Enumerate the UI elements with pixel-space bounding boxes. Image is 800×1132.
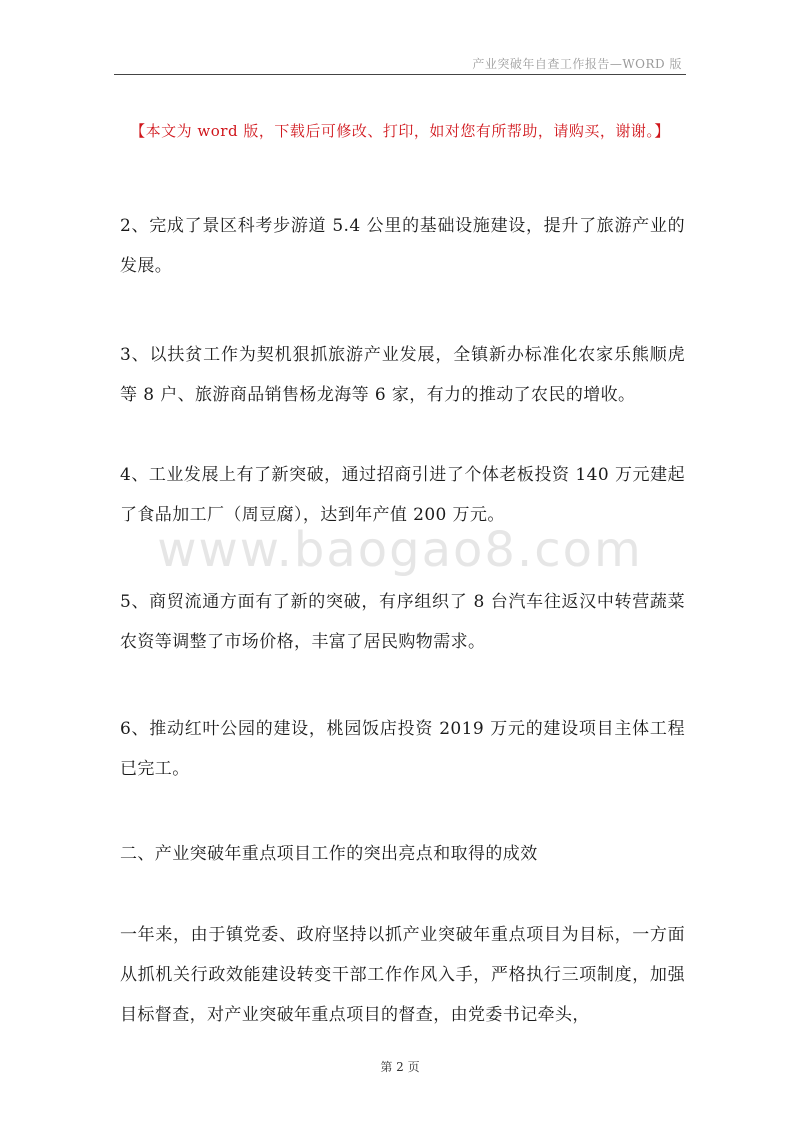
paragraph-item-4: 4、工业发展上有了新突破，通过招商引进了个体老板投资 140 万元建起了食品加工厂（周豆腐），达到年产值 200 万元。 — [120, 465, 685, 525]
purchase-notice: 【本文为 word 版，下载后可修改、打印，如对您有所帮助，请购买，谢谢。】 — [130, 122, 670, 140]
paragraph-item-5: 5、商贸流通方面有了新的突破，有序组织了 8 台汽车往返汉中转营蔬菜农资等调整了市场价格，丰富了居民购物需求。 — [120, 592, 685, 652]
paragraph-item-2: 2、完成了景区科考步游道 5.4 公里的基础设施建设，提升了旅游产业的发展。 — [120, 216, 685, 276]
header-title: 产业突破年自查工作报告—WORD 版 — [472, 57, 682, 71]
paragraph-item-6: 6、推动红叶公园的建设，桃园饭店投资 2019 万元的建设项目主体工程已完工。 — [120, 719, 685, 779]
watermark: www.baogao8.com — [157, 522, 643, 578]
page-number: 第 2 页 — [380, 1060, 420, 1074]
header-divider — [114, 74, 686, 75]
paragraph-item-3: 3、以扶贫工作为契机狠抓旅游产业发展，全镇新办标准化农家乐熊顺虎等 8 户、旅游商品销售杨龙海等 6 家，有力的推动了农民的增收。 — [120, 345, 685, 405]
body-paragraph: 一年来，由于镇党委、政府坚持以抓产业突破年重点项目为目标，一方面从抓机关行政效能建设转变干部工作作风入手，严格执行三项制度，加强目标督查，对产业突破年重点项目的督查，由党委书记牵头， — [120, 925, 685, 1025]
section-heading: 二、产业突破年重点项目工作的突出亮点和取得的成效 — [120, 844, 538, 864]
